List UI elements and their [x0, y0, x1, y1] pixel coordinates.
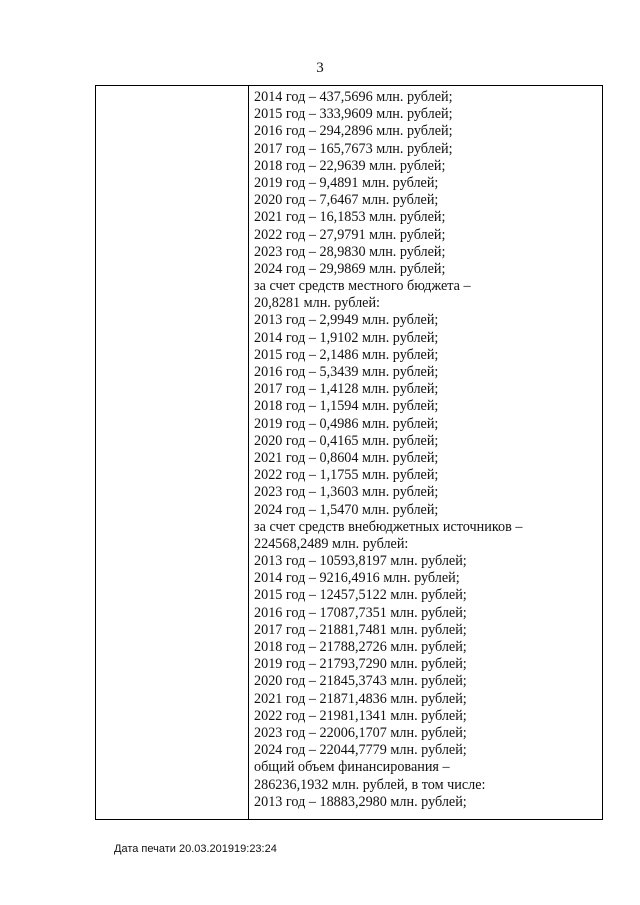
- financing-line: общий объем финансирования –: [254, 759, 450, 776]
- financing-line: 2024 год – 1,5470 млн. рублей;: [254, 501, 439, 518]
- financing-line: 2022 год – 1,1755 млн. рублей;: [254, 467, 439, 484]
- financing-line: 2015 год – 12457,5122 млн. рублей;: [254, 587, 467, 604]
- financing-line: 2013 год – 2,9949 млн. рублей;: [254, 312, 439, 329]
- financing-line: 286236,1932 млн. рублей, в том числе:: [254, 776, 486, 793]
- financing-line: 2020 год – 0,4165 млн. рублей;: [254, 432, 439, 449]
- financing-line: 2021 год – 16,1853 млн. рублей;: [254, 209, 446, 226]
- financing-line: за счет средств местного бюджета –: [254, 278, 471, 295]
- financing-line: 2020 год – 21845,3743 млн. рублей;: [254, 673, 467, 690]
- financing-line: 2014 год – 9216,4916 млн. рублей;: [254, 570, 460, 587]
- financing-line: 2014 год – 1,9102 млн. рублей;: [254, 329, 439, 346]
- financing-line: 2017 год – 165,7673 млн. рублей;: [254, 140, 453, 157]
- financing-line: 2023 год – 22006,1707 млн. рублей;: [254, 724, 467, 741]
- financing-line: 2018 год – 22,9639 млн. рублей;: [254, 157, 446, 174]
- financing-line: за счет средств внебюджетных источников –: [254, 518, 523, 535]
- financing-line: 20,8281 млн. рублей:: [254, 295, 380, 312]
- column-divider: [248, 86, 249, 819]
- financing-line: 2016 год – 294,2896 млн. рублей;: [254, 123, 453, 140]
- financing-line: 2013 год – 10593,8197 млн. рублей;: [254, 553, 467, 570]
- financing-line: 2013 год – 18883,2980 млн. рублей;: [254, 793, 467, 810]
- financing-line: 2015 год – 333,9609 млн. рублей;: [254, 106, 453, 123]
- financing-line: 2021 год – 0,8604 млн. рублей;: [254, 449, 439, 466]
- financing-line: 2024 год – 29,9869 млн. рублей;: [254, 260, 446, 277]
- financing-line: 2019 год – 0,4986 млн. рублей;: [254, 415, 439, 432]
- print-date-footer: Дата печати 20.03.201919:23:24: [114, 843, 277, 855]
- financing-line: 2023 год – 1,3603 млн. рублей;: [254, 484, 439, 501]
- financing-line: 2017 год – 1,4128 млн. рублей;: [254, 381, 439, 398]
- financing-line: 2019 год – 21793,7290 млн. рублей;: [254, 656, 467, 673]
- page-number: 3: [316, 60, 324, 76]
- financing-line: 2018 год – 21788,2726 млн. рублей;: [254, 639, 467, 655]
- financing-line: 2019 год – 9,4891 млн. рублей;: [254, 174, 439, 191]
- financing-details-cell: [254, 89, 598, 811]
- financing-table: [95, 85, 603, 820]
- financing-line: 2015 год – 2,1486 млн. рублей;: [254, 346, 439, 363]
- financing-line: 224568,2489 млн. рублей:: [254, 535, 409, 552]
- financing-line: 2016 год – 5,3439 млн. рублей;: [254, 364, 439, 380]
- financing-line: 2018 год – 1,1594 млн. рублей;: [254, 398, 439, 415]
- financing-line: 2022 год – 27,9791 млн. рублей;: [254, 226, 446, 243]
- financing-line: 2020 год – 7,6467 млн. рублей;: [254, 192, 439, 209]
- financing-line: 2016 год – 17087,7351 млн. рублей;: [254, 604, 467, 621]
- financing-line: 2024 год – 22044,7779 млн. рублей;: [254, 742, 467, 759]
- financing-line: 2014 год – 437,5696 млн. рублей;: [254, 89, 453, 105]
- financing-line: 2021 год – 21871,4836 млн. рублей;: [254, 690, 467, 707]
- financing-line: 2017 год – 21881,7481 млн. рублей;: [254, 621, 467, 638]
- financing-line: 2022 год – 21981,1341 млн. рублей;: [254, 707, 467, 724]
- financing-line: 2023 год – 28,9830 млн. рублей;: [254, 243, 446, 260]
